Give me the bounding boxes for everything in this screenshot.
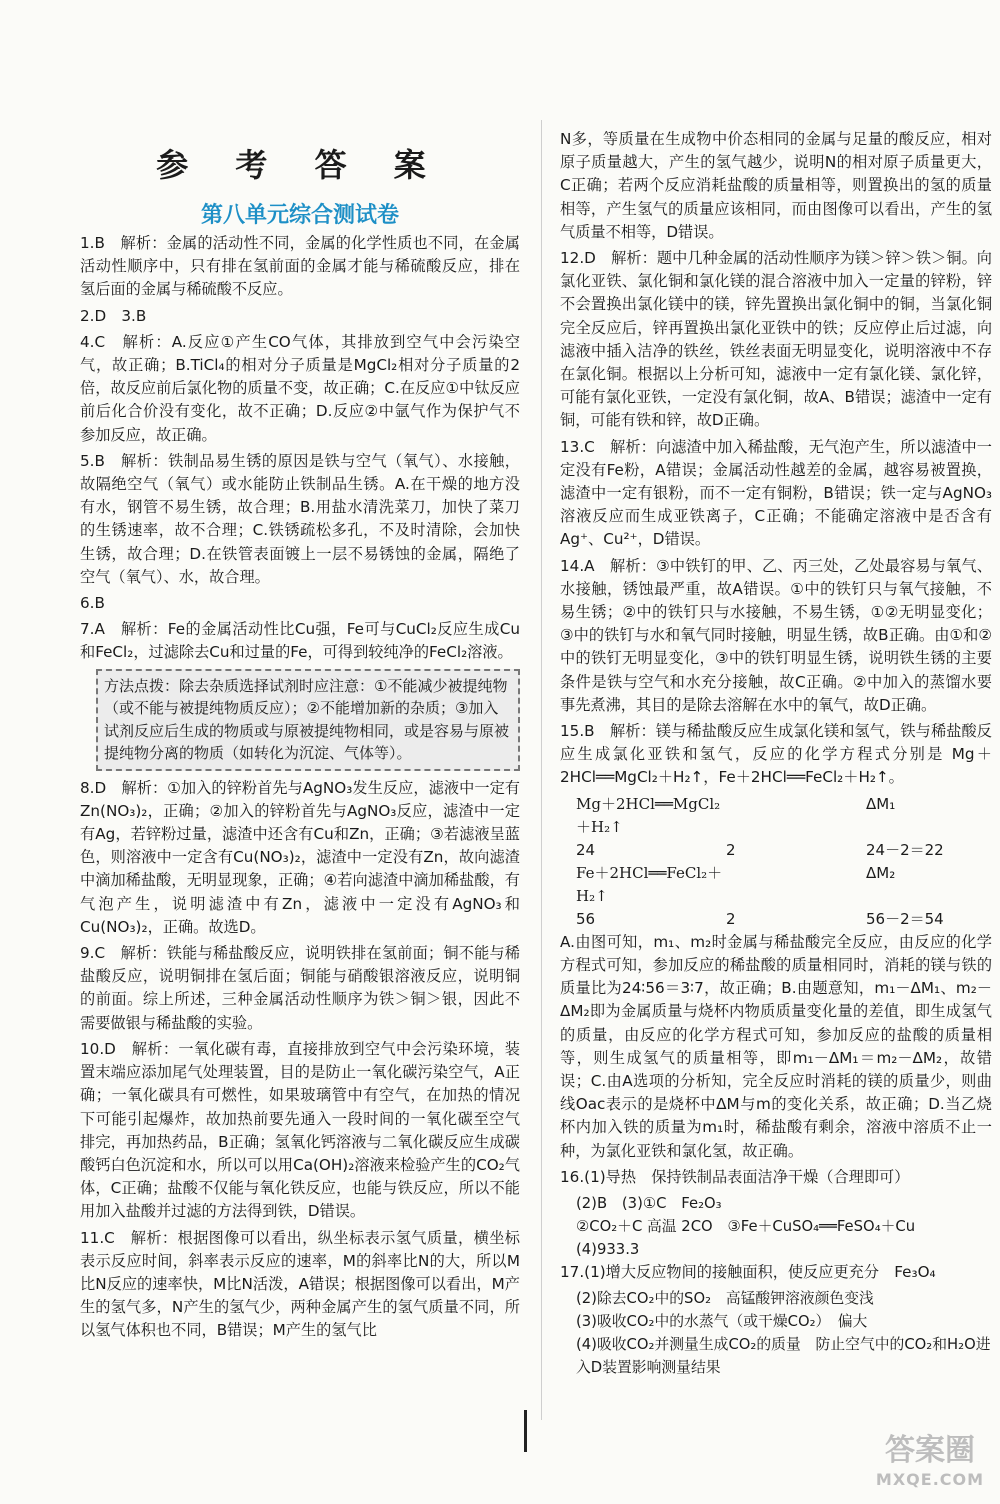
binding-mark: [524, 1410, 527, 1452]
answer-item: N多，等质量在生成物中价态相同的金属与足量的酸反应，相对原子质量越大，产生的氢气越少，说明N的相对原子质量更大，C正确；若两个反应消耗盐酸的质量相等，则置换出的氢的质量相等，产生氢气的质量应该相同，而由图像可以看出，产生的氢气质量不相等，D错误。: [560, 130, 992, 241]
watermark-logo: [866, 1432, 994, 1498]
answer-item: 5.B 解析：铁制品易生锈的原因是铁与空气（氧气）、水接触，故隔绝空气（氧气）或水能防止铁制品生锈。A.在干燥的地方没有水，钢管不易生锈，故合理；B.用盐水清洗菜刀，加快了菜刀的生锈速率，故不合理；C.铁锈疏松多孔，不及时清除，会加快生锈，故合理；D.在铁管表面镀上一层不易锈蚀的金属，隔绝了空气（氧气）、水，故合理。: [80, 451, 520, 586]
calc-cell: Mg＋2HCl══MgCl₂＋H₂↑: [576, 794, 721, 836]
left-column: [80, 232, 520, 1346]
answer-item: 2.D 3.B: [80, 306, 147, 325]
calc-cell: 56: [576, 909, 596, 928]
calc-cell: Fe＋2HCl══FeCl₂＋H₂↑: [576, 863, 723, 905]
answer-item: 1.B 解析：金属的活动性不同，金属的化学性质也不同，在金属活动性顺序中，只有排在氢前面的金属才能与稀硫酸反应，排在氢后面的金属与稀硫酸不反应。: [80, 234, 520, 299]
answer-item: 17.(1)增大反应物间的接触面积，使反应更充分 Fe₃O₄: [560, 1262, 936, 1281]
calc-cell: 24－2＝22: [866, 840, 944, 859]
answer-item: 12.D 解析：题中几种金属的活动性顺序为镁＞锌＞铁＞铜。向氯化亚铁、氯化铜和氯化镁的混合溶液中加入一定量的锌粉，锌不会置换出氯化镁中的镁，锌先置换出氯化铜中的铜，当氯化铜完全反应后，锌再置换出氯化亚铁中的铁；反应停止后过滤，向滤液中插入洁净的铁丝，铁丝表面无明显变化，说明溶液中不存在氯化铜。根据以上分析可知，滤液中一定有氯化镁、氯化锌，可能有氯化亚铁，一定没有氯化铜，故A、B错误；滤渣中一定有铜，可能有铁和锌，故D正确。: [560, 249, 992, 430]
answer-item: 13.C 解析：向滤渣中加入稀盐酸，无气泡产生，所以滤渣中一定没有Fe粉，A错误；金属活动性越差的金属，越容易被置换，滤渣中一定有银粉，而不一定有铜粉，B错误；铁一定与AgNO₃溶液反应而生成亚铁离子，C正确；不能确定溶液中是否含有Ag⁺、Cu²⁺，D错误。: [560, 437, 992, 549]
answer-item: 11.C 解析：根据图像可以看出，纵坐标表示氢气质量，横坐标表示反应时间，斜率表示反应的速率，M的斜率比N的大，所以M比N反应的速率快，M比N活泼，A错误；根据图像可以看出，M产生的氢气多，N产生的氢气少，两种金属产生的氢气质量不同，所以氢气体积也不同，B错误；M产生的氢气比: [80, 1228, 520, 1340]
section-subtitle: 第八单元综合测试卷: [200, 203, 399, 228]
answer-item: 16.(1)导热 保持铁制品表面洁净干燥（合理即可）: [560, 1167, 910, 1186]
calc-cell: 2: [726, 840, 736, 859]
page-title: 参 考 答 案: [156, 146, 444, 184]
answer-item: 8.D 解析：①加入的锌粉首先与AgNO₃发生反应，滤液中一定有Zn(NO₃)₂，正确；②加入的锌粉首先与AgNO₃反应，滤渣中一定有Ag，若锌粉过量，滤渣中还含有Cu和Zn，正确；③若滤液呈蓝色，则溶液中一定含有Cu(NO₃)₂，滤渣中一定没有Zn，故向滤渣中滴加稀盐酸，无明显现象，正确；④若向滤渣中滴加稀盐酸，有气泡产生，说明滤渣中有Zn，滤液中一定没有AgNO₃和Cu(NO₃)₂，正确。故选D。: [80, 778, 520, 936]
watermark-url: MXQE.COM: [875, 1470, 985, 1489]
calc-cell: 2: [726, 909, 736, 928]
answer-item: 14.A 解析：③中铁钉的甲、乙、丙三处，乙处最容易与氧气、水接触，锈蚀最严重，故A错误。①中的铁钉只与氧气接触，不易生锈；②中的铁钉只与水接触，不易生锈，①②无明显变化；③中的铁钉与水和氧气同时接触，明显生锈，故B正确。由①和②中的铁钉无明显变化，③中的铁钉明显生锈，说明铁生锈的主要条件是铁与空气和水充分接触，故C正确。②中加入的蒸馏水要事先煮沸，其目的是除去溶解在水中的氧气，故D正确。: [560, 556, 992, 714]
watermark-text: 答案圈: [885, 1433, 975, 1468]
answer-subitem: ②CO₂＋C 高温 2CO ③Fe＋CuSO₄══FeSO₄＋Cu: [576, 1217, 916, 1235]
answer-item: 15.B 解析：镁与稀盐酸反应生成氯化镁和氢气，铁与稀盐酸反应生成氯化亚铁和氢气，反应的化学方程式分别是 Mg＋2HCl══MgCl₂＋H₂↑，Fe＋2HCl══FeCl₂＋H₂↑。: [560, 722, 992, 787]
answer-item: 4.C 解析：A.反应①产生CO气体，其排放到空气中会污染空气，故正确；B.TiCl₄的相对分子质量是MgCl₂相对分子质量的2倍，故反应前后氯化物的质量不变，故正确；C.在反应①中钛反应前后化合价没有变化，故不正确；D.反应②中氩气作为保护气不参加反应，故正确。: [80, 332, 520, 444]
answer-subitem: (2)除去CO₂中的SO₂ 高锰酸钾溶液颜色变浅: [576, 1290, 874, 1308]
answer-subitem: (4)吸收CO₂并测量生成CO₂的质量 防止空气中的CO₂和H₂O进入D装置影响测量结果: [576, 1336, 991, 1377]
answer-item: A.由图可知，m₁、m₂时金属与稀盐酸完全反应，由反应的化学方程式可知，参加反应的稀盐酸的质量相同时，消耗的镁与铁的质量比为24∶56＝3∶7，故正确；B.由题意知，m₁－ΔM₁、m₂－ΔM₂即为金属质量与烧杯内物质质量变化量的差值，即生成氢气的质量，由反应的化学方程式可知，参加反应的盐酸的质量相等，则生成氢气的质量相等，即m₁－ΔM₁＝m₂－ΔM₂，故错误；C.由A选项的分析知，完全反应时消耗的镁的质量少，则曲线Oac表示的是烧杯中ΔM与m的变化关系，故正确；D.当乙烧杯内加入铁的质量为m₁时，稀盐酸有剩余，溶液中溶质不止一种，为氯化亚铁和氯化氢，故正确。: [560, 932, 992, 1160]
method-tip-box: 方法点拨：除去杂质选择试剂时应注意：①不能减少被提纯物（或不能与被提纯物质反应）；②不能增加新的杂质；③加入试剂反应后生成的物质或与原被提纯物相同，或是容易与原被提纯物分离的物质（如转化为沉淀、气体等）。: [96, 669, 520, 771]
right-column: [560, 128, 992, 1379]
answer-item: 6.B: [80, 594, 105, 613]
answer-subitem: (4)933.3: [576, 1240, 640, 1258]
answer-item: 9.C 解析：铁能与稀盐酸反应，说明铁排在氢前面；铜不能与稀盐酸反应，说明铜排在氢后面；铜能与硝酸银溶液反应，说明铜的前面。综上所述，三种金属活动性顺序为铁＞铜＞银，因此不需要做银与稀盐酸的实验。: [80, 944, 520, 1032]
answer-subitem: (2)B (3)①C Fe₂O₃: [576, 1194, 722, 1212]
answer-item: 7.A 解析：Fe的金属活动性比Cu强，Fe可与CuCl₂反应生成Cu和FeCl₂，过滤除去Cu和过量的Fe，可得到较纯净的FeCl₂溶液。: [80, 620, 520, 662]
answer-subitem: (3)吸收CO₂中的水蒸气（或干燥CO₂） 偏大: [576, 1313, 868, 1331]
calc-cell: ΔM₂: [866, 863, 896, 882]
calc-cell: 56－2＝54: [866, 909, 944, 928]
calc-cell: 24: [576, 840, 596, 859]
reaction-calculation: [576, 793, 992, 931]
calc-cell: [726, 793, 866, 839]
calc-cell: ΔM₁: [866, 794, 896, 813]
calc-cell: [726, 862, 866, 908]
column-divider: [541, 120, 542, 1420]
answer-item: 10.D 解析：一氧化碳有毒，直接排放到空气中会污染环境，装置末端应添加尾气处理装置，目的是防止一氧化碳污染空气，A正确；一氧化碳具有可燃性，如果玻璃管中有空气，在加热的情况下可能引起爆炸，故加热前要先通入一段时间的一氧化碳至空气排完，再加热药品，B正确；氢氧化钙溶液与二氧化碳反应生成碳酸钙白色沉淀和水，所以可以用Ca(OH)₂溶液来检验产生的CO₂气体，C正确；盐酸不仅能与氧化铁反应，也能与铁反应，所以不能用加入盐酸并过滤的方法得到铁，D错误。: [80, 1039, 520, 1221]
